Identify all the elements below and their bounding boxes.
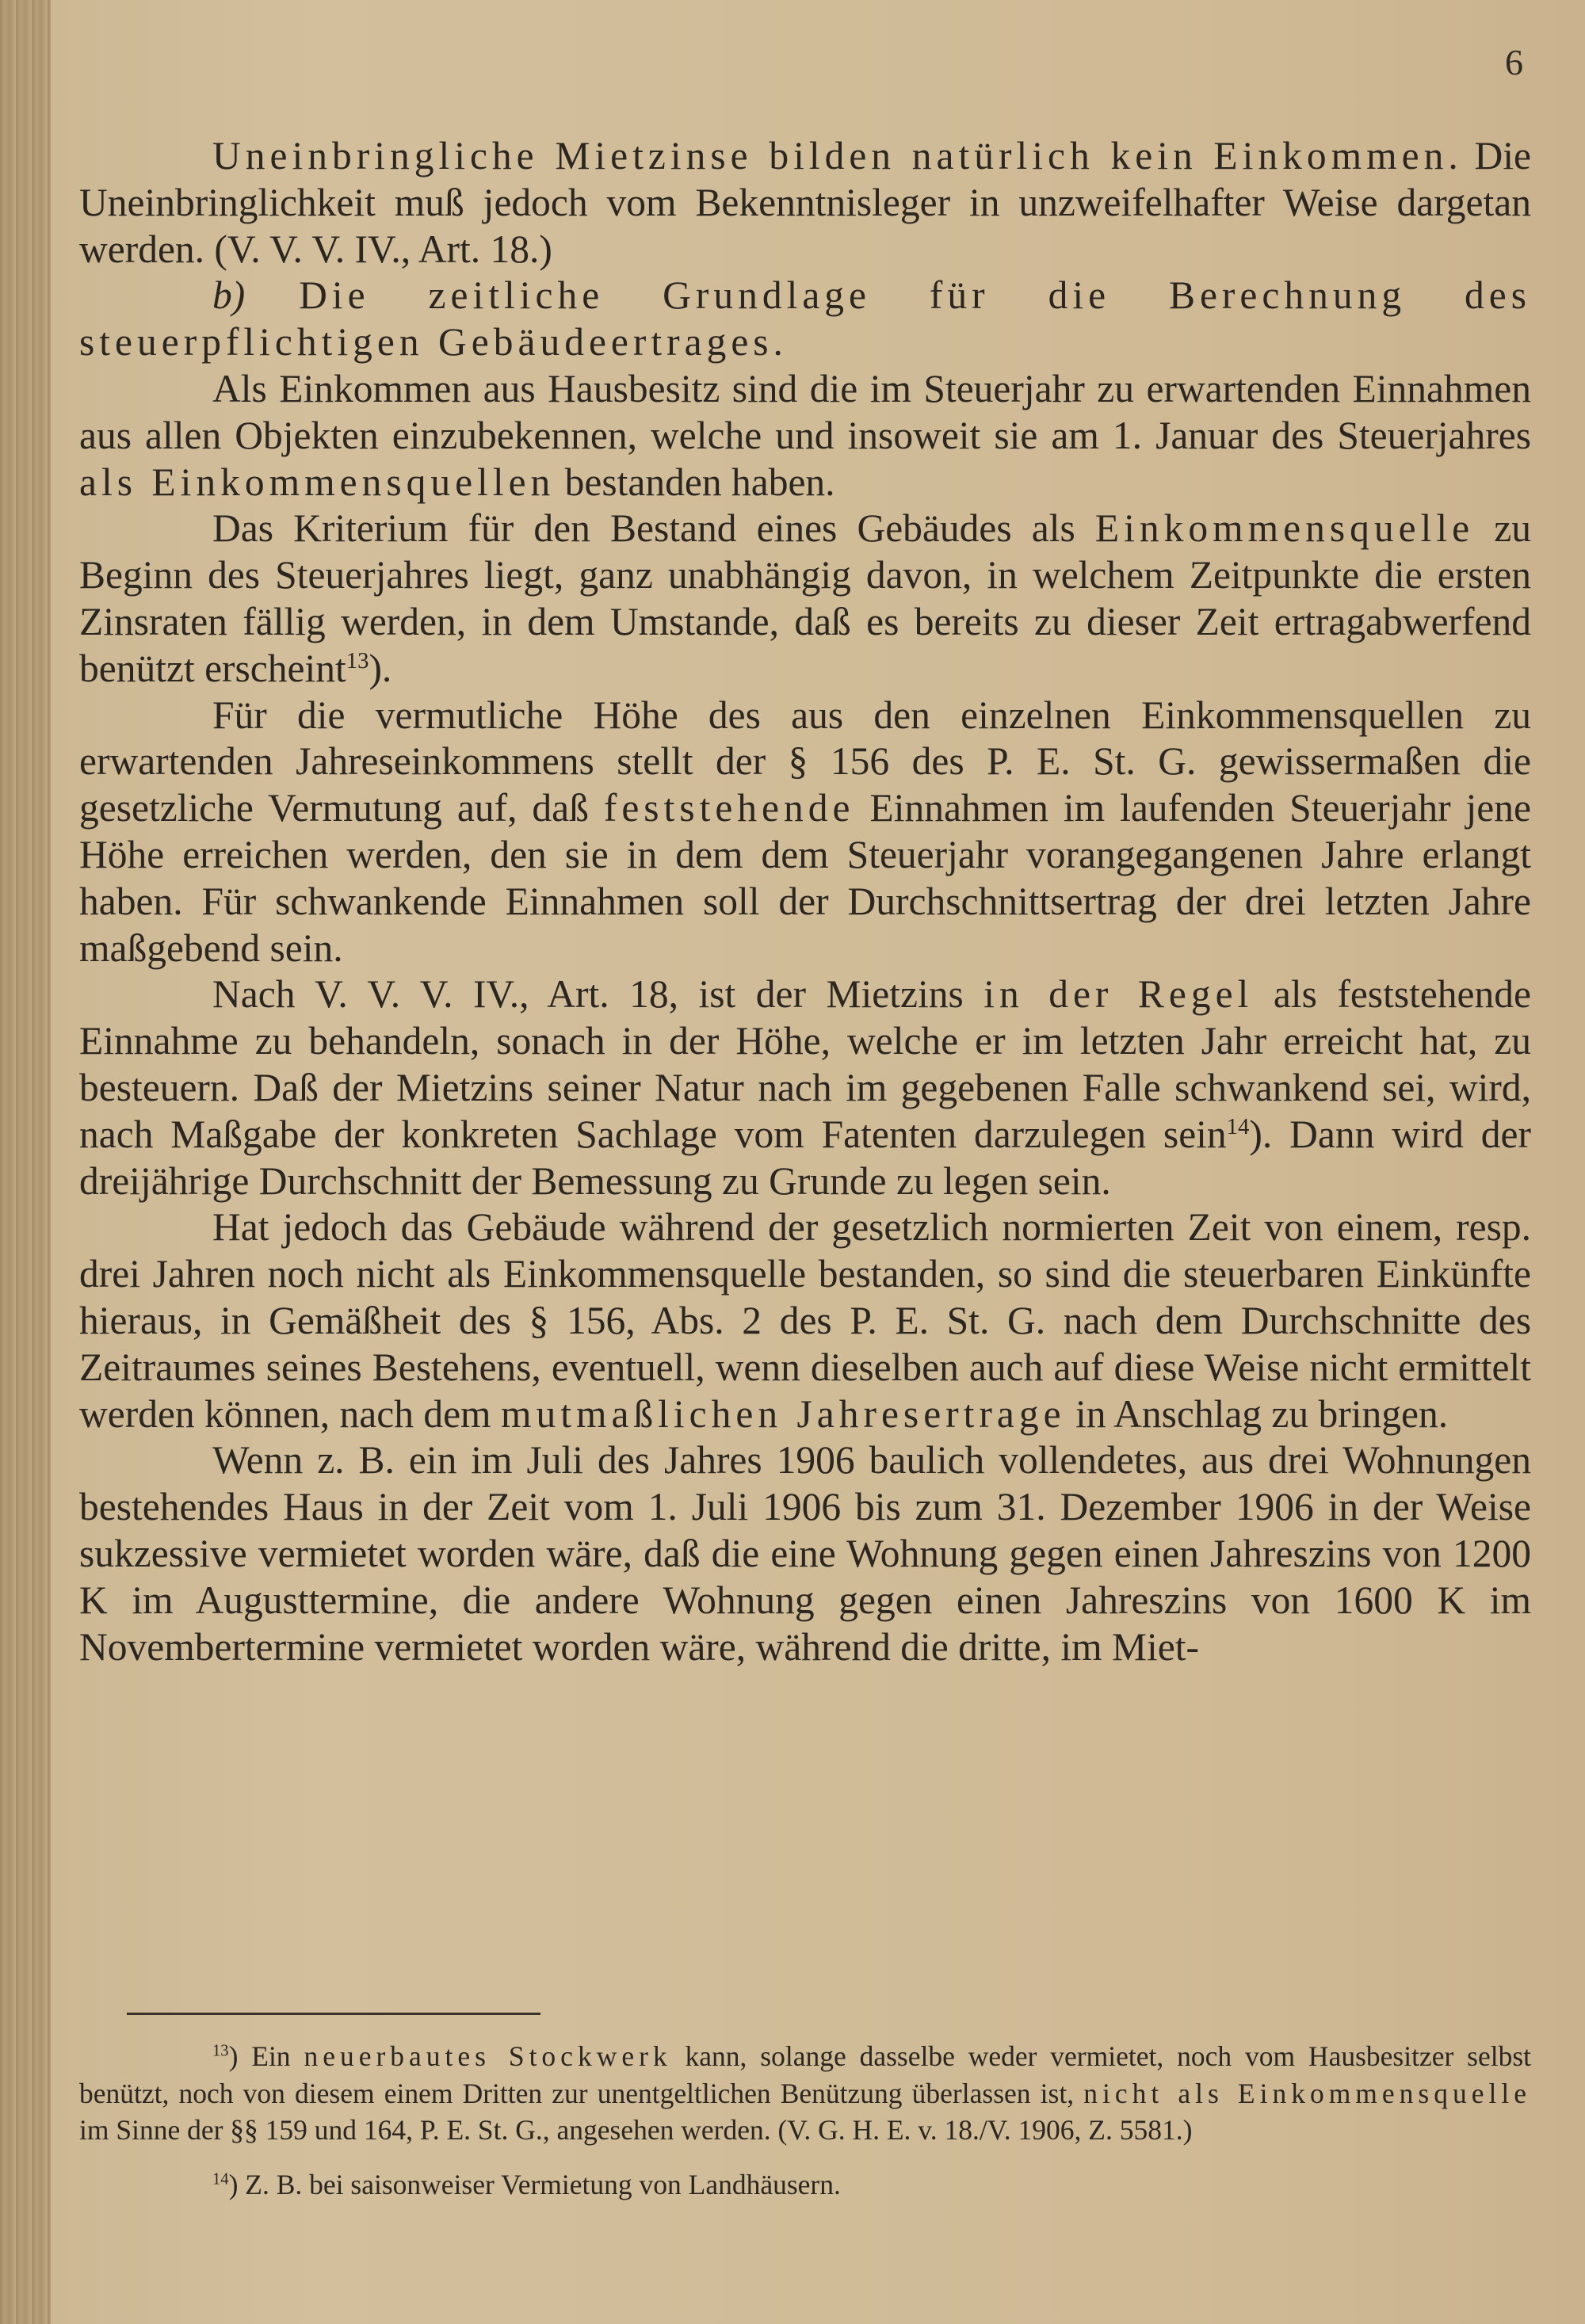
footnote-ref-14: 14	[1226, 1113, 1250, 1139]
paragraph-7-emphasis: mutmaßlichen Jahresertrage	[500, 1391, 1066, 1436]
paragraph-6-text-c: als feststehende Einnahme zu behandeln, sonach in der Höhe, welche er im letzten Jahr erreicht hat, zu besteuern. Daß der Mietzins seiner Natur nach im gegebenen Falle schwankend sei, wird, nach Maßgabe der konkreten Sachlage vom Fatenten darzulegen sein	[79, 972, 1531, 1156]
paragraph-7	[79, 1204, 1531, 1437]
paragraph-4-emphasis: Einkommensquelle	[1094, 506, 1475, 551]
main-text	[79, 133, 1531, 1670]
section-heading-b	[79, 273, 1531, 366]
paragraph-1-lead: Uneinbringliche Mietzinse bilden natürlich kein Einkommen.	[212, 134, 1463, 177]
section-heading-text: Die zeitliche Grundlage für die Berechnung des steuerpflichtigen Gebäudeertrages.	[79, 273, 1532, 364]
paragraph-1	[79, 133, 1531, 273]
footnote-14-mark: 14	[212, 2170, 229, 2189]
paragraph-6-text-a: Nach V. V. V. IV., Art. 18, ist der Mietzins	[212, 972, 984, 1017]
page-number: 6	[1505, 42, 1523, 82]
footnote-divider	[127, 2013, 540, 2015]
page-binding-edge	[0, 0, 51, 2324]
paragraph-6	[79, 971, 1531, 1204]
paragraph-8: Wenn z. B. ein im Juli des Jahres 1906 baulich vollendetes, aus drei Wohnungen bestehendes Haus in der Zeit vom 1. Juli 1906 bis zum 31. Dezember 1906 in der Weise sukzessive vermietet worden wäre, daß die eine Wohnung gegen einen Jahreszins von 1200 K im Augusttermine, die andere Wohnung gegen einen Jahreszins von 1600 K im Novembertermine vermietet worden wäre, während die dritte, im Miet-	[79, 1438, 1531, 1669]
paragraph-6-emphasis: in der Regel	[983, 972, 1254, 1017]
paragraph-5-emphasis: feststehende	[603, 786, 855, 830]
paragraph-7-text-c: in Anschlag zu bringen.	[1065, 1391, 1449, 1436]
footnote-13	[79, 2038, 1531, 2149]
paragraph-4-text-a: Das Kriterium für den Bestand eines Gebäudes als	[212, 506, 1095, 551]
footnote-ref-13: 13	[346, 647, 369, 674]
paragraph-1-text: Die Uneinbringlichkeit muß jedoch vom Bekenntnisleger in unzweifelhafter Weise dargetan werden. (V. V. V. IV., Art. 18.)	[79, 134, 1531, 271]
paragraph-6-text-d: ). Dann wird der dreijährige Durchschnitt der Bemessung zu Grunde zu legen sein.	[79, 1112, 1531, 1203]
paragraph-3-emphasis: als Einkommensquellen	[79, 460, 556, 504]
footnote-13-text-a: ) Ein	[228, 2040, 304, 2072]
paragraph-3-text-c: bestanden haben.	[555, 460, 835, 504]
paragraph-5-text-c: Einnahmen im laufenden Steuerjahr jene Höhe erreichen werden, den sie in dem dem Steuerjahr vorangegangenen Jahre erlangt haben. Für schwankende Einnahmen soll der Durchschnittsertrag der drei letzten Jahre maßgebend sein.	[79, 786, 1531, 970]
footnote-13-emphasis-2: nicht als Einkommensquelle	[1083, 2077, 1531, 2109]
footnote-14	[79, 2166, 1531, 2204]
footnote-13-emphasis-1: neuerbautes Stockwerk	[304, 2040, 672, 2072]
paragraph-5	[79, 693, 1531, 972]
footnote-13-text-c: kann, solange dasselbe weder vermietet, noch vom Hausbesitzer selbst benützt, noch von diesem einem Dritten zur unentgeltlichen Benützung überlassen ist,	[79, 2040, 1532, 2109]
paragraph-3-text-a: Als Einkommen aus Hausbesitz sind die im Steuerjahr zu erwartenden Einnahmen aus allen Objekten einzubekennen, welche und insoweit sie am 1. Januar des Steuerjahres	[79, 366, 1531, 457]
footnote-13-text-e: im Sinne der §§ 159 und 164, P. E. St. G., angesehen werden. (V. G. H. E. v. 18./V. 1906, Z. 5581.)	[79, 2114, 1193, 2146]
footnote-13-mark: 13	[212, 2042, 229, 2060]
paragraph-4-text-d: ).	[369, 646, 392, 690]
section-label: b)	[212, 273, 246, 318]
paragraph-4	[79, 506, 1531, 692]
paragraph-5-text-a: Für die vermutliche Höhe des aus den einzelnen Einkommensquellen zu erwartenden Jahreseinkommens stellt der § 156 des P. E. St. G. gewissermaßen die gesetzliche Vermutung auf, daß	[79, 693, 1531, 830]
footnote-14-text: ) Z. B. bei saisonweiser Vermietung von Landhäusern.	[228, 2168, 841, 2200]
paragraph-3	[79, 366, 1531, 506]
paragraph-7-text-a: Hat jedoch das Gebäude während der gesetzlich normierten Zeit von einem, resp. drei Jahren noch nicht als Einkommensquelle bestanden, so sind die steuerbaren Einkünfte hieraus, in Gemäßheit des § 156, Abs. 2 des P. E. St. G. nach dem Durchschnitte des Zeitraumes seines Bestehens, eventuell, wenn dieselben auch auf diese Weise nicht ermittelt werden können, nach dem	[79, 1205, 1531, 1436]
footnotes	[79, 2038, 1531, 2203]
paragraph-4-text-c: zu Beginn des Steuerjahres liegt, ganz unabhängig davon, in welchem Zeitpunkte die ersten Zinsraten fällig werden, in dem Umstande, daß es bereits zu dieser Zeit ertragabwerfend benützt erscheint	[79, 506, 1531, 690]
